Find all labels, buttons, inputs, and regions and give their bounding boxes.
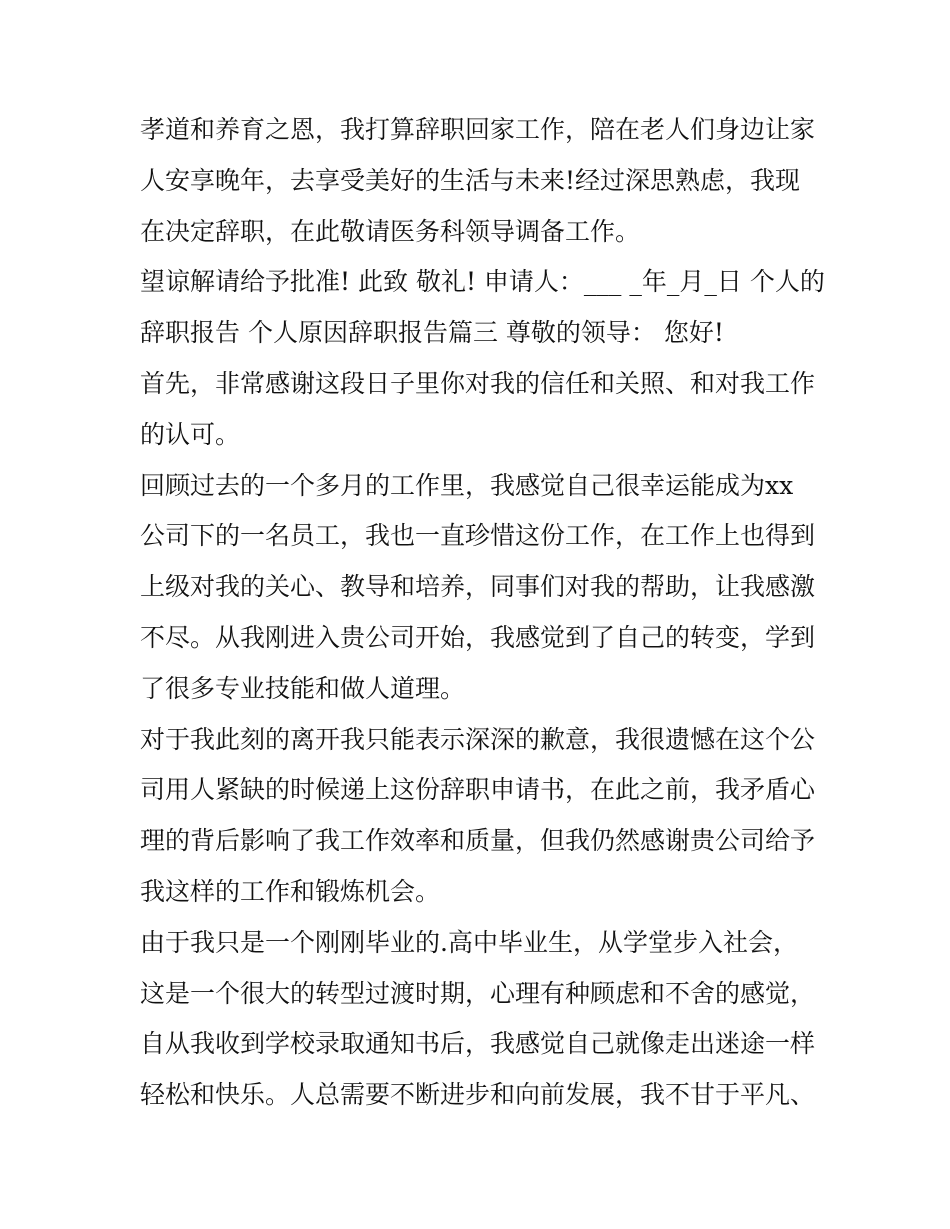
text-line: 由于我只是一个刚刚毕业的.高中毕业生，从学堂步入社会， bbox=[140, 927, 798, 957]
text-line: 我这样的工作和锻炼机会。 bbox=[140, 876, 441, 906]
text-line: 这是一个很大的转型过渡时期，心理有种顾虑和不舍的感觉， bbox=[140, 978, 816, 1008]
text-line: 在决定辞职，在此敬请医务科领导调备工作。 bbox=[140, 216, 641, 246]
text-line: 自从我收到学校录取通知书后，我感觉自己就像走出迷途一样 bbox=[140, 1029, 816, 1059]
text-line: 对于我此刻的离开我只能表示深深的歉意，我很遗憾在这个公 bbox=[140, 724, 816, 754]
text-line: 孝道和养育之恩，我打算辞职回家工作，陪在老人们身边让家 bbox=[140, 115, 816, 144]
text-line: 人安享晚年，去享受美好的生活与未来!经过深思熟虑，我现 bbox=[140, 165, 801, 195]
text-line: 首先，非常感谢这段日子里你对我的信任和关照、和对我工作 bbox=[140, 368, 816, 398]
text-line: 轻松和快乐。人总需要不断进步和向前发展，我不甘于平凡、 bbox=[140, 1080, 816, 1110]
text-line: 回顾过去的一个多月的工作里，我感觉自己很幸运能成为xx bbox=[140, 470, 794, 500]
text-line: 不尽。从我刚进入贵公司开始，我感觉到了自己的转变，学到 bbox=[140, 622, 816, 652]
text-line: 的认可。 bbox=[140, 419, 241, 449]
text-line: 公司下的一名员工，我也一直珍惜这份工作，在工作上也得到 bbox=[140, 521, 816, 551]
text-line: 理的背后影响了我工作效率和质量，但我仍然感谢贵公司给予 bbox=[140, 826, 816, 856]
text-line: 望谅解请给予批准! 此致 敬礼! 申请人：___ _年_月_日 个人的 bbox=[140, 267, 825, 297]
text-line: 上级对我的关心、教导和培养，同事们对我的帮助，让我感激 bbox=[140, 572, 816, 602]
text-line: 了很多专业技能和做人道理。 bbox=[140, 673, 466, 703]
text-line: 司用人紧缺的时候递上这份辞职申请书，在此之前，我矛盾心 bbox=[140, 775, 816, 805]
text-line: 辞职报告 个人原因辞职报告篇三 尊敬的领导： 您好! bbox=[140, 318, 724, 348]
document-body bbox=[140, 105, 825, 1121]
